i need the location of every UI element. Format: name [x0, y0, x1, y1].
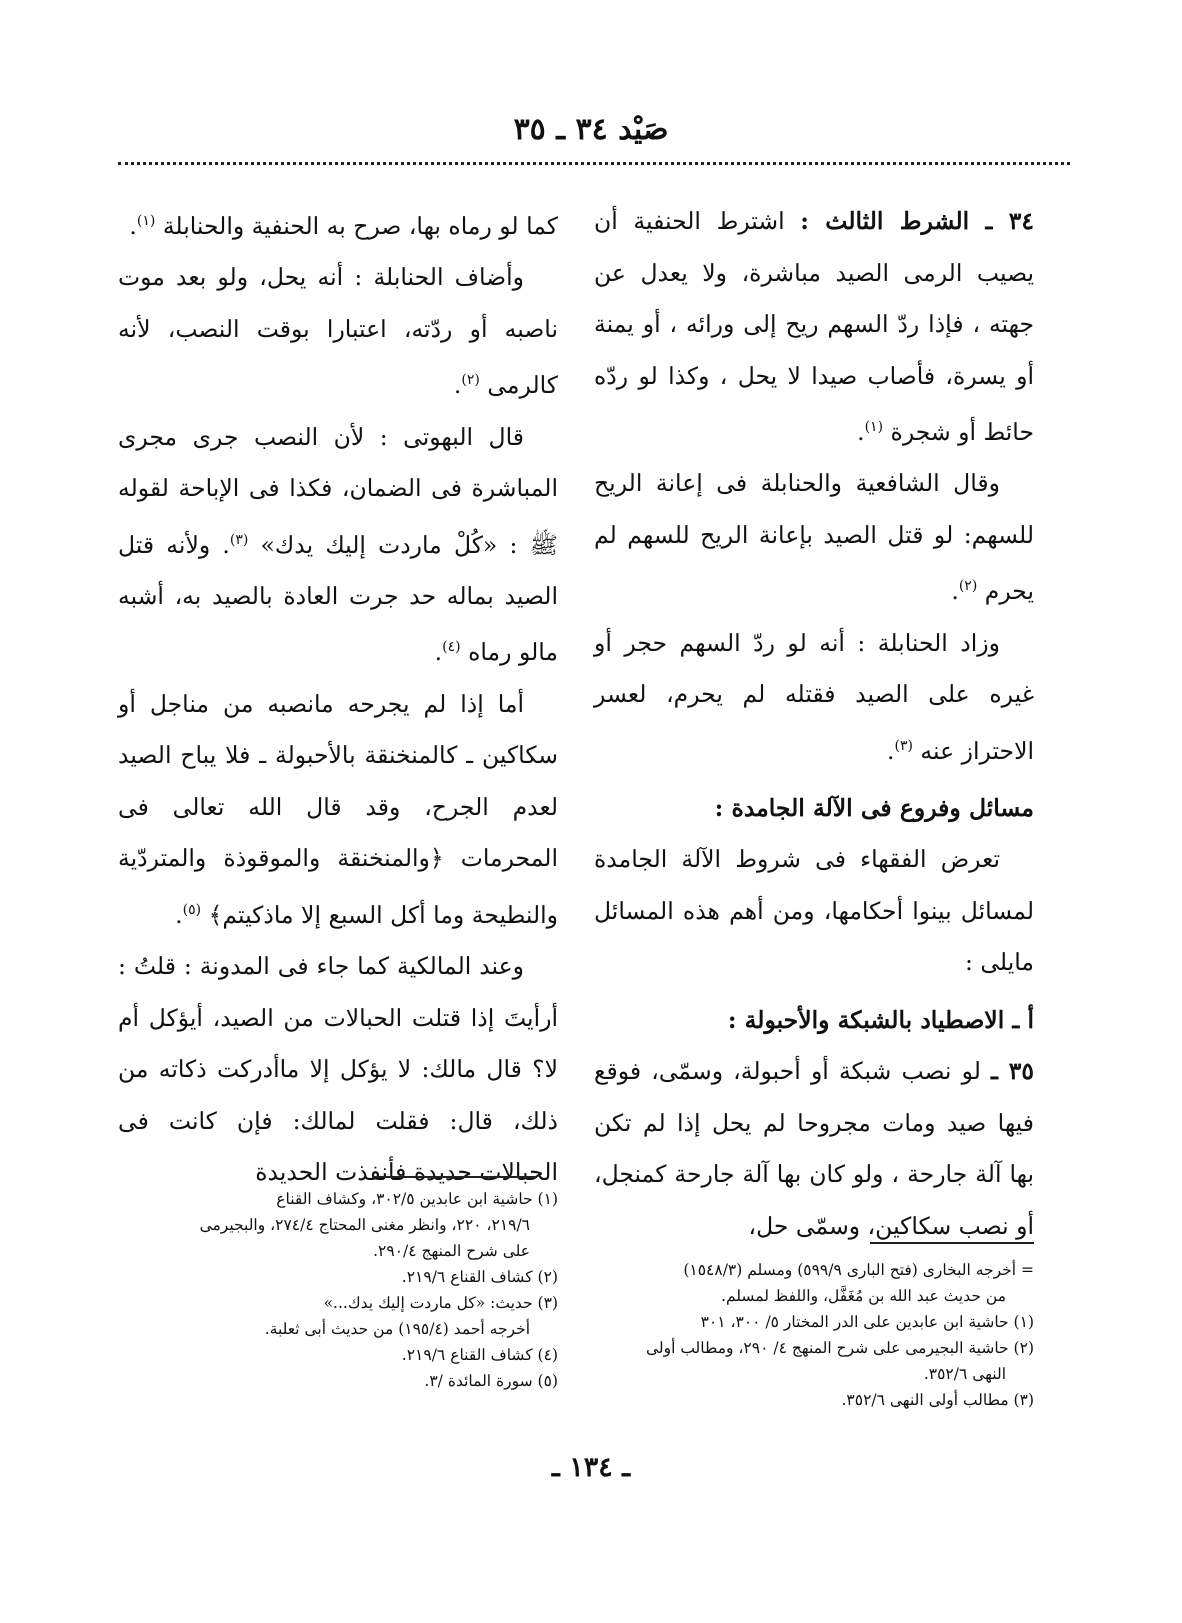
- paragraph-text: قال البهوتى : لأن النصب جرى مجرى المباشرة فى الضمان، فكذا فى الإباحة لقوله ﷺ : «كُلْ ماردت إليك يدك»: [118, 422, 558, 559]
- footnote-ref: (٢): [461, 372, 480, 389]
- footnote-line: (٣) مطالب أولى النهى ٣٥٢/٦.: [841, 1391, 1034, 1409]
- footnote-line: (٣) حديث: «كل ماردت إليك يدك...»: [323, 1294, 558, 1312]
- section-heading: مسائل وفروع فى الآلة الجامدة :: [714, 793, 1034, 822]
- paragraph: أما إذا لم يجرحه مانصبه من مناجل أو سكاكين ـ كالمنخنقة بالأحبولة ـ فلا يباح الصيد لعدم الجرح، وقد قال الله تعالى فى المحرمات ﴿والمنخنقة والموقوذة والمتردّية والنطيحة وما أكل السبع إلا ماذكيتم﴾ $^{(٥)}$.: [118, 689, 558, 929]
- footnote-ref: (١): [864, 419, 884, 435]
- footnote-ref: (٥): [182, 901, 202, 918]
- left-column: [118, 196, 558, 1199]
- paragraph-text: وزاد الحنابلة : أنه لو ردّ السهم حجر أو غيره على الصيد فقتله لم يحرم، لعسر الاحتراز عنه: [594, 628, 1034, 765]
- paragraph-number: ٣٥ ـ: [991, 1057, 1034, 1086]
- footnotes-right: [594, 1257, 1034, 1413]
- footnote-ref: (٣): [229, 531, 249, 548]
- footnotes-left: [118, 1186, 558, 1394]
- footnote-line: (٢) حاشية البجيرمى على شرح المنهج ٤/ ٢٩٠، ومطالب أولى: [645, 1339, 1034, 1357]
- paragraph-34: ٣٤ ـ الشرط الثالث : اشترط الحنفية أن يصيب الرمى الصيد مباشرة، ولا يعدل عن جهته ، فإذا ردّ السهم ريح إلى ورائه ، أو يمنة أو يسرة، فأصاب صيدا لا يحل ، وكذا لو ردّه حائط أو شجرة $^{(١)}$.: [594, 207, 1034, 446]
- footnote-line: على شرح المنهج ٢٩٠/٤.: [373, 1242, 530, 1260]
- paragraph: وزاد الحنابلة : أنه لو ردّ السهم حجر أو غيره على الصيد فقتله لم يحرم، لعسر الاحتراز عنه $^{(٣)}$.: [594, 628, 1034, 765]
- paragraph: كما لو رماه بها، صرح به الحنفية والحنابلة $^{(١)}$.: [129, 211, 558, 240]
- footnote-line: النهى ٣٥٢/٦.: [923, 1365, 1006, 1383]
- footnote-divider: [372, 1176, 536, 1178]
- footnote-line: (١) حاشية ابن عابدين على الدر المختار ٥/ ٣٠٠، ٣٠١: [700, 1313, 1034, 1331]
- paragraph-text: وأضاف الحنابلة : أنه يحل، ولو بعد موت ناصبه أو ردّته، اعتبارا بوقت النصب، لأنه كالرمى: [118, 263, 558, 400]
- paragraph-number: ٣٤ ـ الشرط الثالث :: [800, 207, 1034, 235]
- paragraph-text: كما لو رماه بها، صرح به الحنفية والحنابلة: [155, 211, 558, 240]
- paragraph-text: وقال الشافعية والحنابلة فى إعانة الريح للسهم: لو قتل الصيد بإعانة الريح للسهم لم يحرم: [594, 469, 1034, 606]
- paragraph: قال البهوتى : لأن النصب جرى مجرى المباشرة فى الضمان، فكذا فى الإباحة لقوله ﷺ : «كُلْ ماردت إليك يدك» $^{(٣)}$. ولأنه قتل الصيد بماله حد جرت العادة بالصيد به، أشبه مالو رماه $^{(٤)}$.: [118, 422, 558, 667]
- footnote-line: ٢١٩/٦، ٢٢٠، وانظر مغنى المحتاج ٢٧٤/٤، والبجيرمى: [199, 1216, 530, 1234]
- paragraph: وأضاف الحنابلة : أنه يحل، ولو بعد موت ناصبه أو ردّته، اعتبارا بوقت النصب، لأنه كالرمى $^{(٢)}$.: [118, 263, 558, 400]
- footnote-line: أخرجه أحمد (١٩٥/٤) من حديث أبى ثعلبة.: [264, 1320, 530, 1338]
- page-number: ـ ١٣٤ ـ: [551, 1452, 631, 1483]
- footnote-line: = أخرجه البخارى (فتح البارى ٥٩٩/٩) ومسلم (١٥٤٨/٣): [683, 1261, 1034, 1279]
- header-dotted-rule: [118, 162, 1070, 165]
- section-heading: أ ـ الاصطياد بالشبكة والأحبولة :: [727, 1005, 1034, 1034]
- paragraph-text: اشترط الحنفية أن يصيب الرمى الصيد مباشرة، ولا يعدل عن جهته ، فإذا ردّ السهم ريح إلى ورائه ، أو يمنة أو يسرة، فأصاب صيدا لا يحل ، وكذا لو ردّه حائط أو شجرة: [594, 207, 1034, 446]
- paragraph-text: لو نصب شبكة أو أحبولة، وسمّى، فوقع فيها صيد ومات مجروحا لم يحل إذا لم تكن بها آلة جارحة ، ولو كان بها آلة جارحة كمنجل، أو نصب سكاكين، وسمّى حل،: [594, 1057, 1034, 1240]
- footnote-line: (٥) سورة المائدة /٣.: [424, 1372, 558, 1390]
- footnote-divider: [870, 1242, 1034, 1244]
- paragraph: وعند المالكية كما جاء فى المدونة : قلتُ : أرأيتَ إذا قتلت الحبالات من الصيد، أيؤكل أم لا؟ قال مالك: لا يؤكل إلا ماأدركت ذكاته من ذلك، قال: فقلت لمالك: فإن كانت فى الحبالات حديدة فأنفذت الحديدة: [118, 952, 558, 1187]
- right-column: [594, 196, 1034, 1252]
- paragraph-text: . ولأنه قتل الصيد بماله حد جرت العادة بالصيد به، أشبه مالو رماه: [118, 530, 558, 667]
- footnote-line: (١) حاشية ابن عابدين ٣٠٢/٥، وكشاف القناع: [276, 1190, 558, 1208]
- footnote-ref: (١): [136, 213, 156, 229]
- paragraph-text: أما إذا لم يجرحه مانصبه من مناجل أو سكاكين ـ كالمنخنقة بالأحبولة ـ فلا يباح الصيد لعدم الجرح، وقد قال الله تعالى فى المحرمات ﴿والمنخنقة والموقوذة والمتردّية والنطيحة وما أكل السبع إلا ماذكيتم﴾: [118, 689, 558, 929]
- footnote-line: من حديث عبد الله بن مُغَفَّل، واللفظ لمسلم.: [721, 1287, 1006, 1305]
- footnote-line: (٤) كشاف القناع ٢١٩/٦.: [401, 1346, 558, 1364]
- footnote-ref: (٢): [958, 578, 978, 595]
- footnote-ref: (٤): [442, 639, 461, 656]
- paragraph-35: [594, 1046, 1034, 1252]
- paragraph: وقال الشافعية والحنابلة فى إعانة الريح للسهم: لو قتل الصيد بإعانة الريح للسهم لم يحرم $^{(٢)}$.: [594, 469, 1034, 606]
- paragraph: تعرض الفقهاء فى شروط الآلة الجامدة لمسائل بينوا أحكامها، ومن أهم هذه المسائل مايلى :: [594, 845, 1034, 977]
- page-header: صَيْد ٣٤ ـ ٣٥: [513, 112, 669, 147]
- footnote-ref: (٣): [894, 737, 913, 754]
- footnote-line: (٢) كشاف القناع ٢١٩/٦.: [401, 1268, 558, 1286]
